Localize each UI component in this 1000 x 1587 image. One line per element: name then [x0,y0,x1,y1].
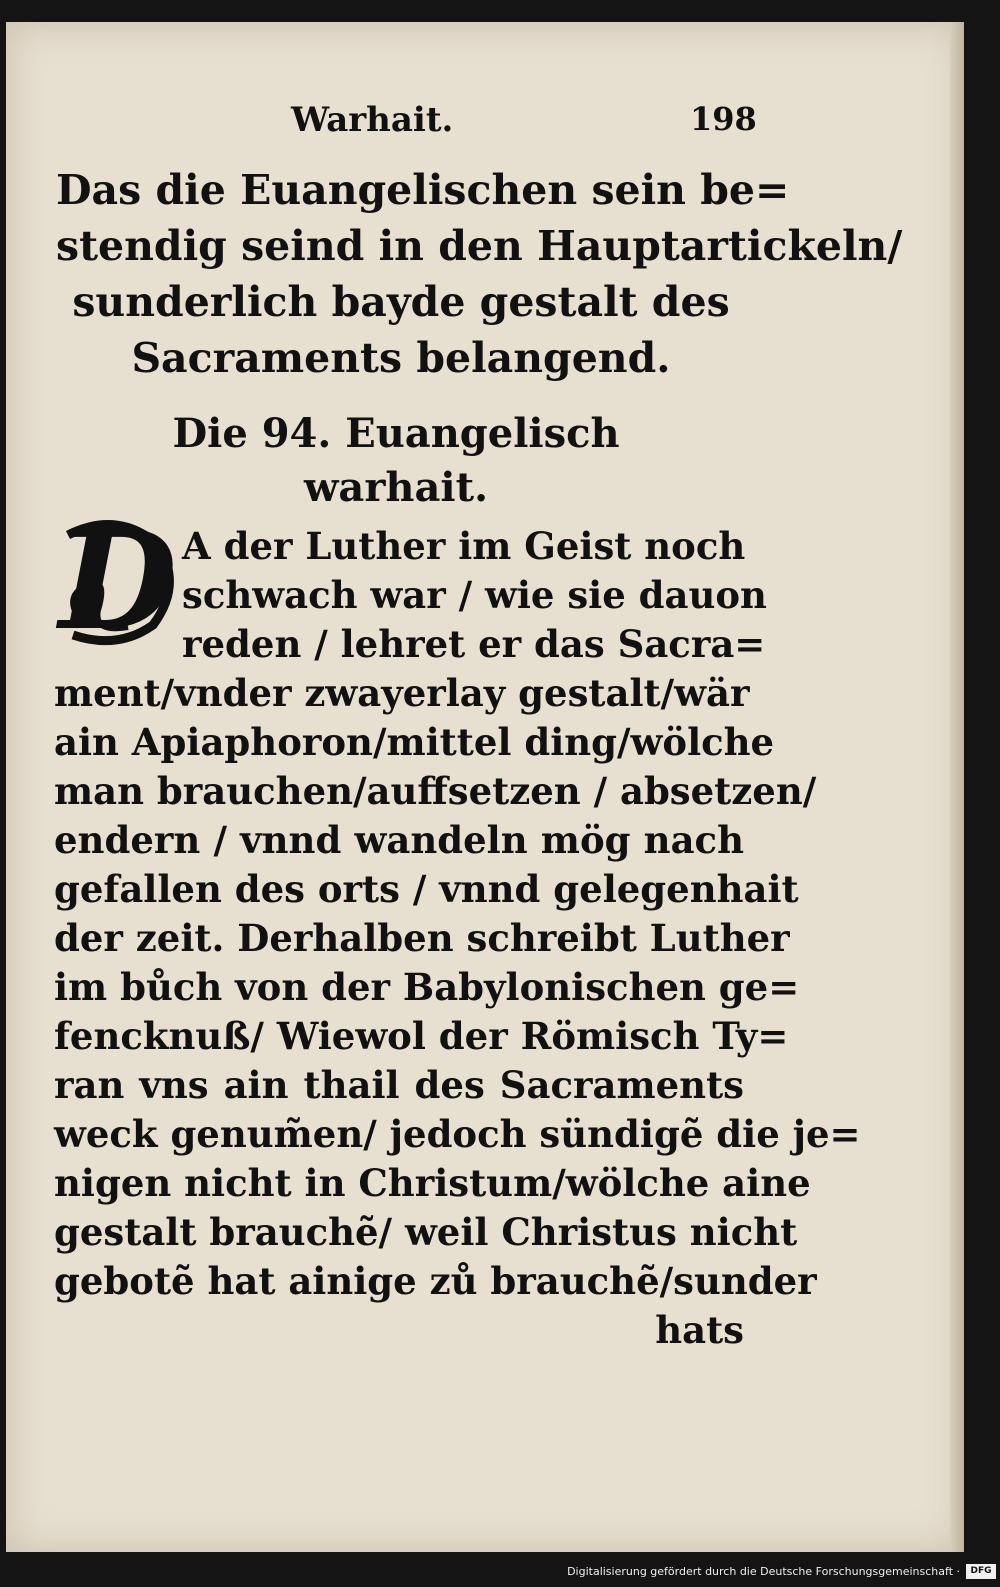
digitization-footer [567,1559,996,1583]
text-line: A der Luther im Geist noch [182,524,746,568]
funding-credit: Digitalisierung gefördert durch die Deutsche Forschungsgemeinschaft · [567,1564,960,1578]
initial-letter: D [59,501,177,661]
text-line: gestalt brauchẽ/ weil Christus nicht [54,1210,798,1254]
section-heading-line: warhait. [303,464,489,511]
text-line: weck genum̃en/ jedoch sündigẽ die je= [54,1112,861,1156]
section-heading [156,407,636,515]
text-line: ment/vnder zwayerlay gestalt/wär [54,671,750,715]
title-line: stendig seind in den Hauptartickeln/ [56,222,903,270]
title-line: Sacraments belangend. [131,334,671,382]
text-line: ran vns ain thail des Sacraments [54,1063,744,1107]
text-line: reden / lehret er das Sacra= [182,622,766,666]
running-head: Warhait. [291,100,454,140]
text-line: endern / vnnd wandeln mög nach [54,818,744,862]
page-header [6,100,964,150]
text-line: im bůch von der Babylonischen ge= [54,965,800,1009]
text-line: fencknuß/ Wiewol der Römisch Ty= [54,1014,789,1058]
catchword: hats [655,1308,744,1352]
text-line: nigen nicht in Christum/wölche aine [54,1161,811,1205]
text-line: gebotẽ hat ainige zů brauchẽ/sunder [54,1259,817,1303]
text-line: gefallen des orts / vnnd gelegenhait [54,867,799,911]
body-text [54,522,861,1355]
page-number: 198 [690,100,757,138]
book-page [6,22,964,1552]
text-line: man brauchen/auffsetzen / absetzen/ [54,769,817,813]
dfg-logo-icon: DFG [966,1564,996,1579]
text-line: der zeit. Derhalben schreibt Luther [54,916,790,960]
text-line: ain Apiaphoron/mittel ding/wölche [54,720,775,764]
title-line: Das die Euangelischen sein be= [56,166,790,214]
section-heading-line: Die 94. Euangelisch [172,410,620,457]
chapter-title [56,162,903,386]
text-line: schwach war / wie sie dauon [182,573,767,617]
title-line: sunderlich bayde gestalt des [72,278,730,326]
